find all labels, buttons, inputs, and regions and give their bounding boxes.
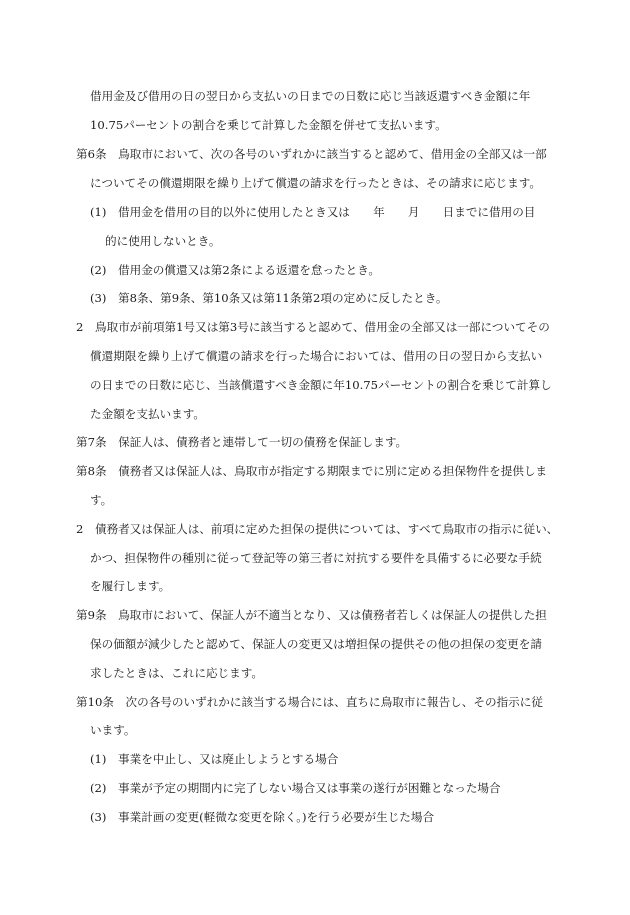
article-6-heading: 第6条 鳥取市において、次の各号のいずれかに該当すると認めて、借用金の全部又は一部 bbox=[76, 147, 547, 161]
list-item: (2) 事業が予定の期間内に完了しない場合又は事業の遂行が困難となった場合 bbox=[90, 781, 501, 795]
list-item: (3) 事業計画の変更(軽微な変更を除く。)を行う必要が生じた場合 bbox=[90, 810, 435, 824]
text-line: 10.75パーセントの割合を乗じて計算した金額を併せて支払います。 bbox=[90, 118, 447, 132]
text-line: います。 bbox=[90, 723, 136, 737]
text-line: を履行します。 bbox=[90, 579, 171, 593]
paragraph-2: 2 鳥取市が前項第1号又は第3号に該当すると認めて、借用金の全部又は一部についてその bbox=[76, 320, 550, 334]
article-8-heading: 第8条 債務者又は保証人は、鳥取市が指定する期限までに別に定める担保物件を提供しま bbox=[76, 464, 548, 478]
text-line: の日までの日数に応じ、当該償還すべき金額に年10.75パーセントの割合を乗じて計算し bbox=[90, 378, 552, 392]
article-10-heading: 第10条 次の各号のいずれかに該当する場合には、直ちに鳥取市に報告し、その指示に従 bbox=[76, 695, 543, 709]
list-item: (1) 事業を中止し、又は廃止しようとする場合 bbox=[90, 752, 339, 766]
text-line: た金額を支払います。 bbox=[90, 407, 206, 421]
list-item: (2) 借用金の償還又は第2条による返還を怠ったとき。 bbox=[90, 263, 380, 277]
text-line: 借用金及び借用の日の翌日から支払いの日までの日数に応じ当該返還すべき金額に年 bbox=[90, 89, 531, 103]
list-item: (3) 第8条、第9条、第10条又は第11条第2項の定めに反したとき。 bbox=[90, 291, 448, 305]
text-line: す。 bbox=[90, 493, 113, 507]
text-line: 的に使用しないとき。 bbox=[105, 234, 221, 248]
list-item: (1) 借用金を借用の目的以外に使用したとき又は 年 月 日までに借用の目 bbox=[90, 205, 536, 219]
paragraph-2: 2 債務者又は保証人は、前項に定めた担保の提供については、すべて鳥取市の指示に従い、 bbox=[76, 522, 559, 536]
text-line: 償還期限を繰り上げて償還の請求を行った場合においては、借用の日の翌日から支払い bbox=[90, 349, 543, 363]
text-line: についてその償還期限を繰り上げて償還の請求を行ったときは、その請求に応じます。 bbox=[90, 176, 541, 190]
text-line: 求したときは、これに応じます。 bbox=[90, 666, 263, 680]
text-line: かつ、担保物件の種別に従って登記等の第三者に対抗する要件を具備するに必要な手続 bbox=[90, 551, 542, 565]
article-9-heading: 第9条 鳥取市において、保証人が不適当となり、又は債務者若しくは保証人の提供した担 bbox=[76, 608, 547, 622]
text-line: 保の価額が減少したと認めて、保証人の変更又は増担保の提供その他の担保の変更を請 bbox=[90, 637, 542, 651]
article-7-heading: 第7条 保証人は、債務者と連帯して一切の債務を保証します。 bbox=[76, 435, 408, 449]
